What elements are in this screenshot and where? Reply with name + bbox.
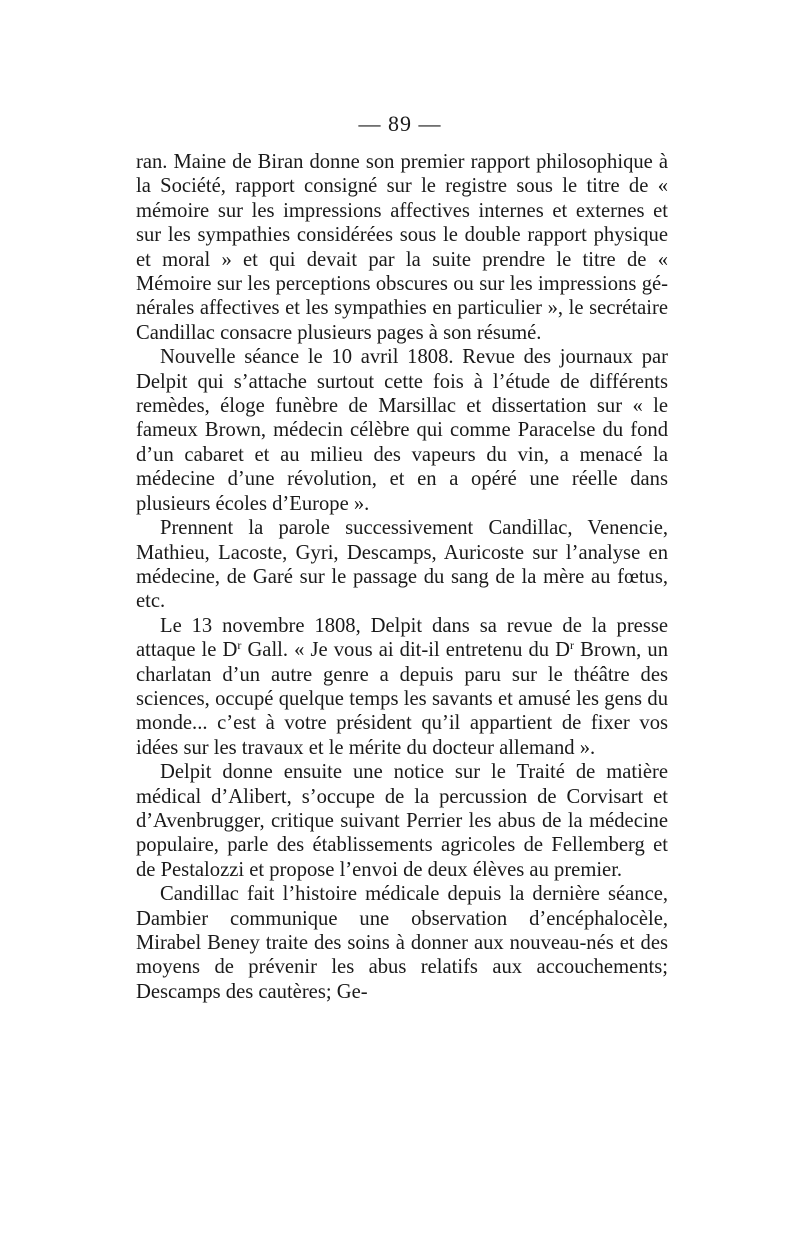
- paragraph-intervenants: Prennent la parole successivement Candillac, Venencie, Mathieu, Lacoste, Gyri, Descamps, Auricoste sur l’analyse en médecine, de Garé sur le passage du sang de la mère au fœtus, etc.: [136, 517, 668, 613]
- paragraph-text-segment: Gall. « Je vous ai dit-il entretenu du D: [241, 639, 571, 662]
- page-body: [136, 150, 668, 1004]
- paragraph-text-segment: Brown, un charlatan d’un autre genre a depuis paru sur le théâtre des sciences, occupé quelque temps les savants et amusé les gens du monde... c’est à votre président qu’il appartient de fixer vos idées sur les travaux et le mérite du docteur allemand ».: [136, 639, 668, 759]
- superscript-abbreviation: r: [237, 638, 242, 653]
- paragraph-text-segment: Le 13 novembre 1808, Delpit dans sa revue de la presse attaque le D: [136, 614, 668, 662]
- paragraph-delpit-notice: Delpit donne ensuite une notice sur le Traité de matière médical d’Alibert, s’occupe de la percussion de Corvisart et d’Avenbrugger, critique suivant Perrier les abus de la médecine populaire, parle des établissements agricoles de Fellemberg et de Pestalozzi et propose l’envoi de deux élèves au premier.: [136, 761, 668, 881]
- paragraph-13-novembre-1808: [136, 614, 668, 760]
- page-number: — 89 —: [358, 111, 442, 136]
- paragraph-seance-10-avril-1808: Nouvelle séance le 10 avril 1808. Revue des journaux par Delpit qui s’attache surtout cette fois à l’étude de différents remèdes, éloge funèbre de Marsillac et dissertation sur « le fameux Brown, médecin célèbre qui comme Paracelse du fond d’un cabaret et au milieu des vapeurs du vin, a menacé la médecine d’une révolution, et en a opéré une réelle dans plusieurs écoles d’Europe ».: [136, 346, 668, 515]
- paragraph-maine-de-biran: ran. Maine de Biran donne son premier rapport philosophique à la Société, rapport consigné sur le registre sous le titre de « mémoire sur les impressions affectives internes et externes et sur les sympathies considérées sous le double rapport physique et moral » et qui devait par la suite prendre le titre de « Mémoire sur les perceptions obscures ou sur les impressions générales affectives et les sympathies en particulier », le secrétaire Candillac consacre plusieurs pages à son résumé.: [136, 151, 668, 344]
- superscript-abbreviation: r: [570, 638, 575, 653]
- paragraph-candillac-histoire: Candillac fait l’histoire médicale depuis la dernière séance, Dambier communique une observation d’encéphalocèle, Mirabel Beney traite des soins à donner aux nouveau-nés et des moyens de prévenir les abus relatifs aux accouchements; Descamps des cautères; Ge-: [136, 883, 668, 1003]
